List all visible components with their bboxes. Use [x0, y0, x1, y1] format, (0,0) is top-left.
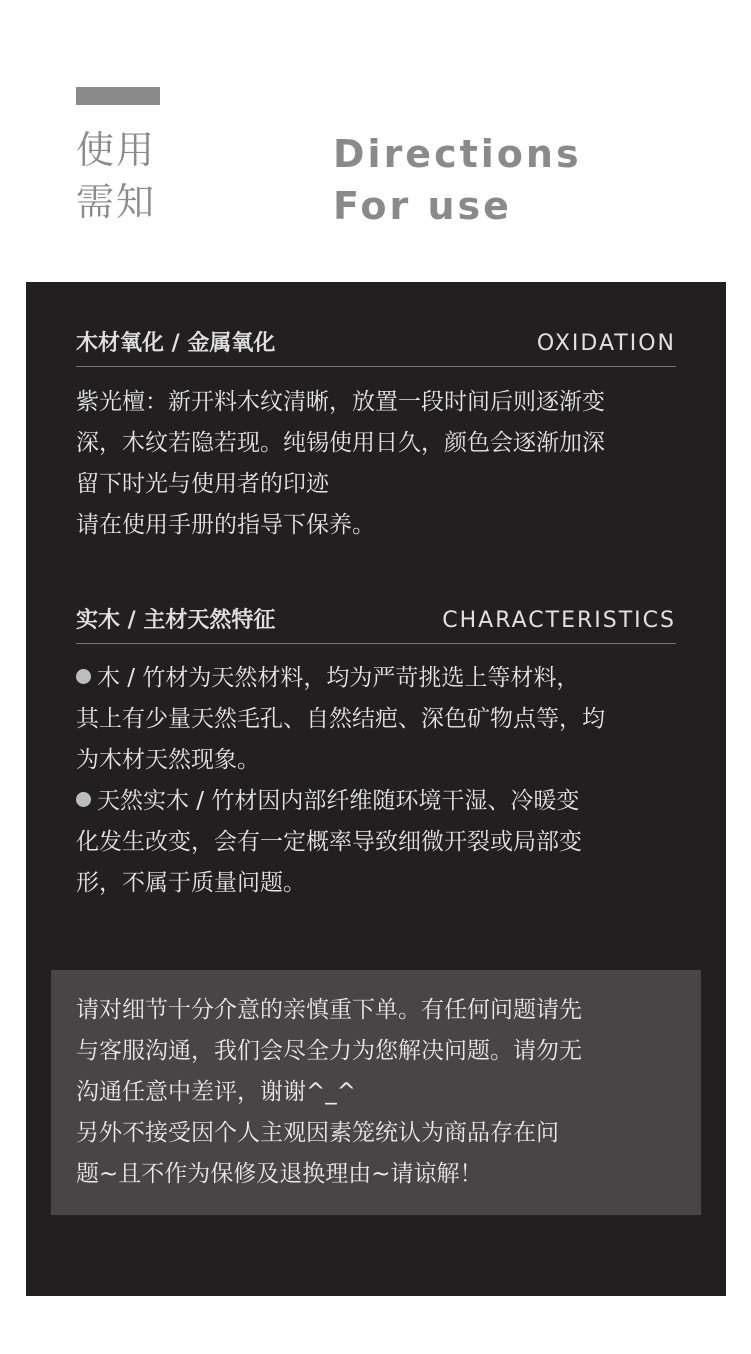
title-cn-line-1: 使用: [76, 128, 157, 172]
text-line: 留下时光与使用者的印迹: [76, 471, 329, 497]
title-en-line-1: Directions: [333, 132, 582, 176]
section-header-oxidation: [76, 326, 676, 367]
section-title-cn: 实木 / 主材天然特征: [76, 608, 276, 633]
characteristics-text: [76, 658, 696, 904]
page-title-cn: [76, 124, 156, 228]
list-item: [76, 781, 696, 822]
notice-box: [51, 970, 701, 1215]
notice-text: [76, 990, 696, 1195]
text-line: 另外不接受因个人主观因素笼统认为商品存在问: [76, 1120, 559, 1146]
text-line: 为木材天然现象。: [76, 747, 260, 773]
text-line: 木 / 竹材为天然材料，均为严苛挑选上等材料，: [97, 665, 580, 691]
page-title-en: [333, 128, 582, 232]
text-line: 题~且不作为保修及退换理由~请谅解！: [76, 1161, 483, 1187]
text-line: 形，不属于质量问题。: [76, 870, 306, 896]
info-panel: [26, 282, 726, 1296]
text-line: 请在使用手册的指导下保养。: [76, 512, 375, 538]
title-cn-line-2: 需知: [76, 180, 157, 224]
title-en-line-2: For use: [333, 184, 512, 228]
section-title-en: CHARACTERISTICS: [442, 608, 676, 633]
text-line: 深，木纹若隐若现。纯锡使用日久，颜色会逐渐加深: [76, 430, 605, 456]
list-item: [76, 658, 696, 699]
text-line: 与客服沟通，我们会尽全力为您解决问题。请勿无: [76, 1038, 582, 1064]
section-header-characteristics: [76, 603, 676, 644]
accent-bar: [76, 87, 160, 105]
bullet-icon: [76, 669, 91, 684]
text-line: 紫光檀：新开料木纹清晰，放置一段时间后则逐渐变: [76, 389, 605, 415]
text-line: 沟通任意中差评，谢谢^_^: [76, 1079, 357, 1105]
oxidation-text: [76, 382, 696, 546]
text-line: 天然实木 / 竹材因内部纤维随环境干湿、冷暖变: [97, 788, 580, 814]
section-title-cn: 木材氧化 / 金属氧化: [76, 331, 276, 356]
text-line: 其上有少量天然毛孔、自然结疤、深色矿物点等，均: [76, 706, 605, 732]
section-title-en: OXIDATION: [536, 331, 676, 356]
text-line: 化发生改变，会有一定概率导致细微开裂或局部变: [76, 829, 582, 855]
text-line: 请对细节十分介意的亲慎重下单。有任何问题请先: [76, 997, 582, 1023]
bullet-icon: [76, 792, 91, 807]
